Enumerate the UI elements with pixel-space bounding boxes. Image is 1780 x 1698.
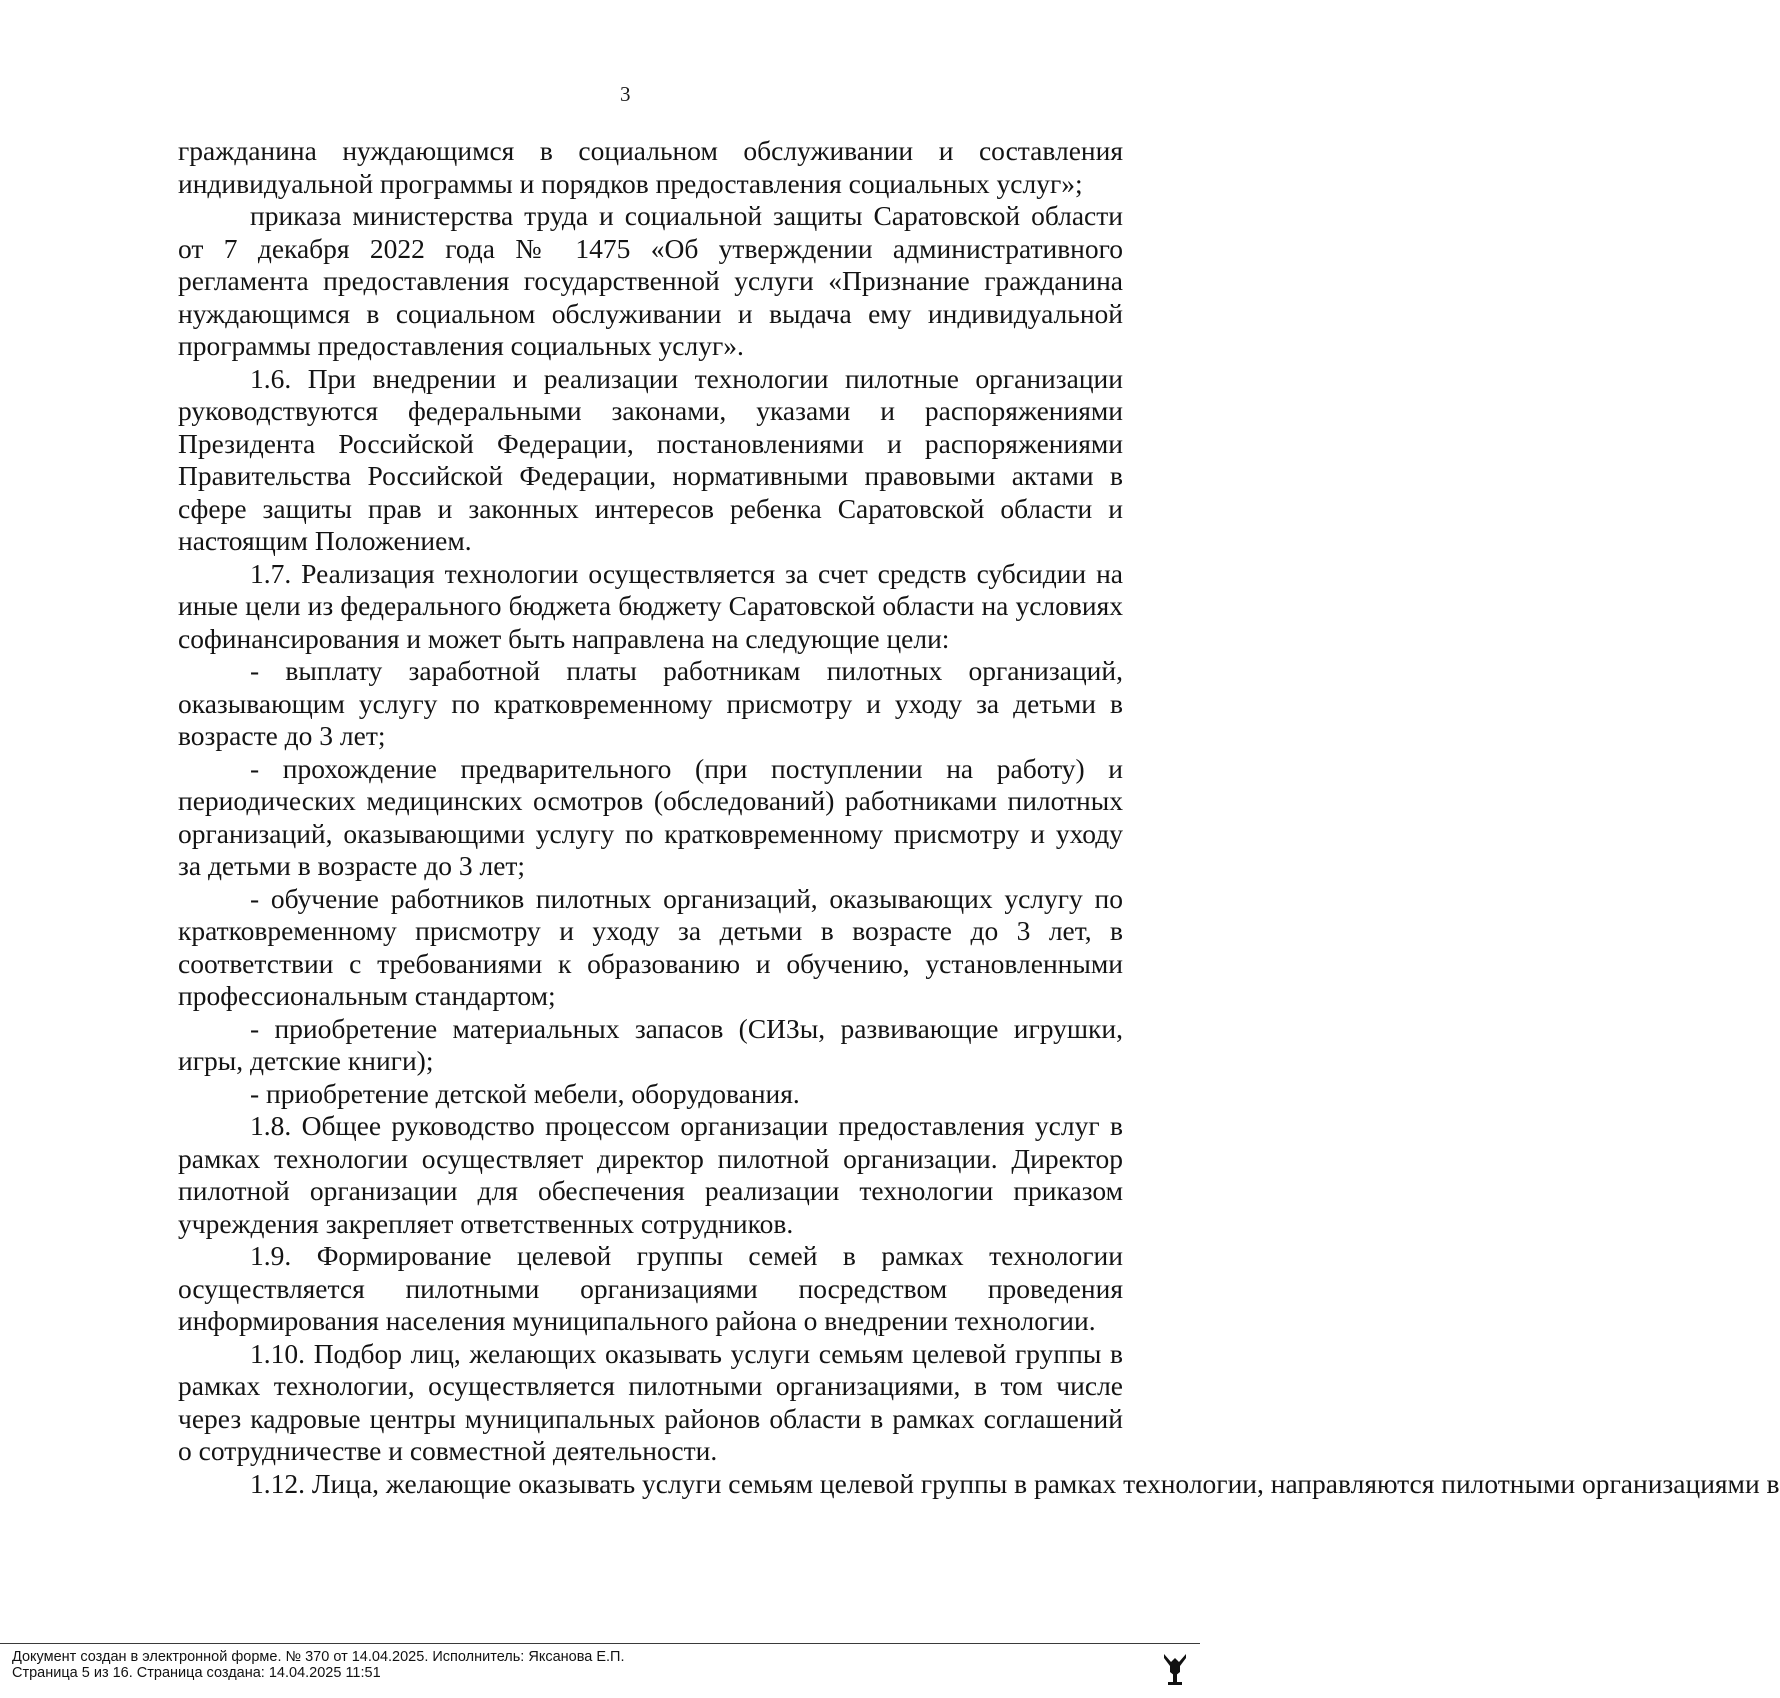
paragraph-1-7: 1.7. Реализация технологии осуществляется за счет средств субсидии на иные цели из федерального бюджета бюджету Саратовской области на условиях софинансирования и может быть направлена на следующие цели: <box>178 557 1123 654</box>
paragraph-1-9: 1.9. Формирование целевой группы семей в рамках технологии осуществляется пилотными организациями посредством проведения информирования населения муниципального района о внедрении технологии. <box>178 1240 1123 1336</box>
footer-page-info: Страница 5 из 16. Страница создана: 14.04.2025 11:51 <box>12 1665 381 1681</box>
list-item-supplies: - приобретение материальных запасов (СИЗы, развивающие игрушки, игры, детские книги); <box>178 1012 1123 1076</box>
list-item-furniture: - приобретение детской мебели, оборудования. <box>250 1077 800 1109</box>
document-body <box>178 135 1780 1500</box>
paragraph-1-10: 1.10. Подбор лиц, желающих оказывать услуги семьям целевой группы в рамках технологии, осуществляется пилотными организациями, в том числе через кадровые центры муниципальных районов области в рамках соглашений о сотрудничестве и совместной деятельности. <box>178 1337 1123 1466</box>
paragraph-continuation: гражданина нуждающимся в социальном обслуживании и составления индивидуальной программы и порядков предоставления социальных услуг»; <box>178 135 1123 199</box>
paragraph-1-12: 1.12. Лица, желающие оказывать услуги семьям целевой группы в рамках технологии, направляются пилотными организациями в <box>250 1467 1780 1499</box>
paragraph-ministry-order: приказа министерства труда и социальной защиты Саратовской области от 7 декабря 2022 года № 1475 «Об утверждении административного регламента предоставления государственной услуги «Признание гражданина нуждающимся в социальном обслуживании и выдача ему индивидуальной программы предоставления социальных услуг». <box>178 200 1123 361</box>
footer-document-info: Документ создан в электронной форме. № 370 от 14.04.2025. Исполнитель: Яксанова Е.П. <box>12 1649 625 1665</box>
list-item-salary: - выплату заработной платы работникам пилотных организаций, оказывающим услугу по кратковременному присмотру и уходу за детьми в возрасте до 3 лет; <box>178 655 1123 751</box>
paragraph-1-6: 1.6. При внедрении и реализации технологии пилотные организации руководствуются федеральными законами, указами и распоряжениями Президента Российской Федерации, постановлениями и распоряжениями Правительства Российской Федерации, нормативными правовыми актами в сфере защиты прав и законных интересов ребенка Саратовской области и настоящим Положением. <box>178 362 1123 556</box>
coat-of-arms-icon <box>1162 1652 1188 1686</box>
list-item-medical: - прохождение предварительного (при поступлении на работу) и периодических медицинских осмотров (обследований) работниками пилотных организаций, оказывающими услугу по кратковременному присмотру и уходу за детьми в возрасте до 3 лет; <box>178 752 1123 881</box>
paragraph-1-8: 1.8. Общее руководство процессом организации предоставления услуг в рамках технологии осуществляет директор пилотной организации. Директор пилотной организации для обеспечения реализации технологии приказом учреждения закрепляет ответственных сотрудников. <box>178 1110 1123 1239</box>
page-number: 3 <box>620 82 631 106</box>
footer-divider <box>0 1643 1200 1644</box>
list-item-training: - обучение работников пилотных организаций, оказывающих услугу по кратковременному присмотру и уходу за детьми в возрасте до 3 лет, в соответствии с требованиями к образованию и обучению, установленными профессиональным стандартом; <box>178 882 1123 1011</box>
